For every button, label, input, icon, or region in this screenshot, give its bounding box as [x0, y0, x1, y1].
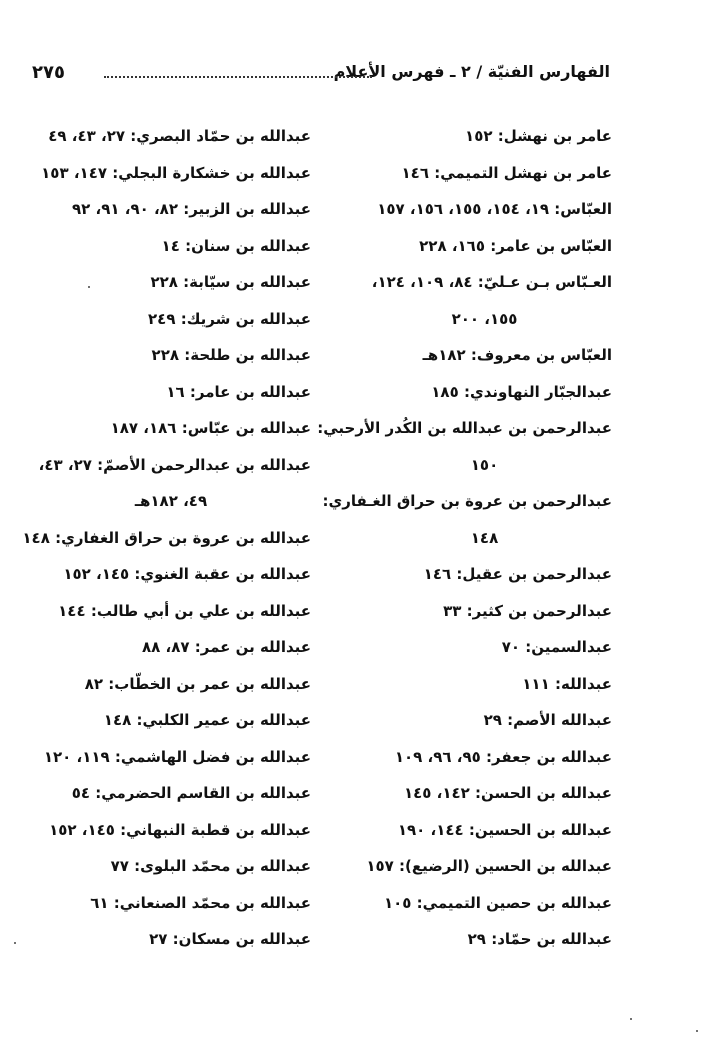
index-entry: عبدالله: ١١١ [522, 674, 612, 693]
index-entry: عبدالله بن فضل الهاشمي: ١١٩، ١٢٠ [43, 747, 311, 766]
index-entry: عبدالله بن الحسن: ١٤٢، ١٤٥ [403, 784, 612, 802]
index-entry: عبدالله بن الحسين (الرضيع): ١٥٧ [366, 857, 612, 875]
index-entry: عبدالله بن سيّابة: ٢٢٨ [150, 273, 311, 291]
index-entry: عبدالله بن سنان: ١٤ [161, 236, 311, 255]
index-entry: عبدالله بن الزبير: ٨٢، ٩٠، ٩١، ٩٢ [71, 200, 311, 218]
leader-dots [104, 66, 372, 78]
index-entry: عبدالرحمن بن عروة بن حراق الغـفاري: [322, 492, 612, 510]
page-header [32, 62, 610, 86]
index-entry: عبدالله بن الحسين: ١٤٤، ١٩٠ [397, 820, 612, 839]
index-entry: عبدالله بن عمير الكلبي: ١٤٨ [103, 711, 311, 729]
index-entry: عبدالله بن مسكان: ٢٧ [149, 930, 311, 948]
index-entry-continuation: ١٥٥، ٢٠٠ [451, 309, 518, 328]
index-entry: عبدالله بن عروة بن حراق الغفاري: ١٤٨ [22, 528, 311, 547]
index-entry: عبدالله بن عمر: ٨٧، ٨٨ [141, 638, 311, 656]
index-entry: عبدالله بن عامر: ١٦ [166, 382, 311, 401]
index-entry: عبدالرحمن بن عقيل: ١٤٦ [423, 565, 612, 583]
index-entry: عبدالله بن طلحة: ٢٢٨ [151, 346, 311, 364]
index-entry-continuation: ١٥٠ [470, 455, 499, 474]
index-entry: عبدالله بن محمّد الصنعاني: ٦١ [90, 893, 311, 912]
index-entry: عامر بن نهشل: ١٥٢ [465, 127, 612, 145]
index-entry: عبدالله بن محمّد البلوى: ٧٧ [110, 857, 311, 875]
index-entry: عبدالله بن شريك: ٢٤٩ [148, 309, 311, 328]
index-entry: العبّاس بن عامر: ١٦٥، ٢٢٨ [419, 236, 612, 255]
index-entry: عبدالله بن حمّاد: ٢٩ [467, 930, 612, 948]
index-entry: عبدالله بن خشكارة البجلي: ١٤٧، ١٥٣ [41, 163, 311, 182]
index-entry: عبدالله بن علي بن أبي طالب: ١٤٤ [58, 601, 311, 620]
index-entry: عبدالجبّار النهاوندي: ١٨٥ [431, 382, 612, 401]
index-column-right [317, 118, 612, 958]
index-entry: عامر بن نهشل التميمي: ١٤٦ [401, 163, 612, 182]
index-entry: عبدالرحمن بن كثير: ٣٣ [443, 601, 612, 620]
scan-speck [696, 1030, 698, 1032]
index-entry: عبدالرحمن بن عبدالله بن الكُدر الأرحبي: [317, 419, 612, 437]
index-entry: العبّاس بن معروف: ١٨٢هـ [422, 346, 612, 364]
page-number: ٢٧٥ [32, 62, 65, 83]
index-entry: عبدالله بن عبّاس: ١٨٦، ١٨٧ [110, 419, 311, 437]
index-entry: العبّاس: ١٩، ١٥٤، ١٥٥، ١٥٦، ١٥٧ [377, 200, 612, 218]
index-column-left [22, 118, 311, 958]
index-entry: عبدالله بن حصين التميمي: ١٠٥ [383, 893, 612, 912]
index-entry: عبدالسمين: ٧٠ [501, 638, 612, 656]
scan-speck [14, 942, 16, 944]
index-entry: عبدالله بن قطبة النبهاني: ١٤٥، ١٥٢ [49, 820, 311, 839]
index-entry: عبدالله بن جعفر: ٩٥، ٩٦، ١٠٩ [394, 747, 612, 766]
index-entry-continuation: ١٤٨ [470, 528, 499, 547]
scan-speck [88, 286, 90, 288]
scan-speck [630, 1018, 632, 1020]
index-entry: عبدالله بن القاسم الحضرمي: ٥٤ [71, 784, 311, 802]
index-entry: عبدالله الأصم: ٢٩ [483, 711, 612, 729]
index-entry: عبدالله بن عقبة الغنوي: ١٤٥، ١٥٢ [63, 565, 311, 583]
index-entry: عبدالله بن عبدالرحمن الأصمّ: ٢٧، ٤٣، [38, 455, 311, 474]
index-entry: العـبّاس بـن عـليّ: ٨٤، ١٠٩، ١٢٤، [371, 273, 612, 291]
index-entry: عبدالله بن حمّاد البصري: ٢٧، ٤٣، ٤٩ [48, 127, 311, 145]
index-entry-continuation: ٤٩، ١٨٢هـ [134, 492, 208, 510]
running-title: الفهارس الفنيّة / ٢ ـ فهرس الأعلام [333, 62, 610, 81]
index-entry: عبدالله بن عمر بن الخطّاب: ٨٢ [84, 674, 311, 693]
